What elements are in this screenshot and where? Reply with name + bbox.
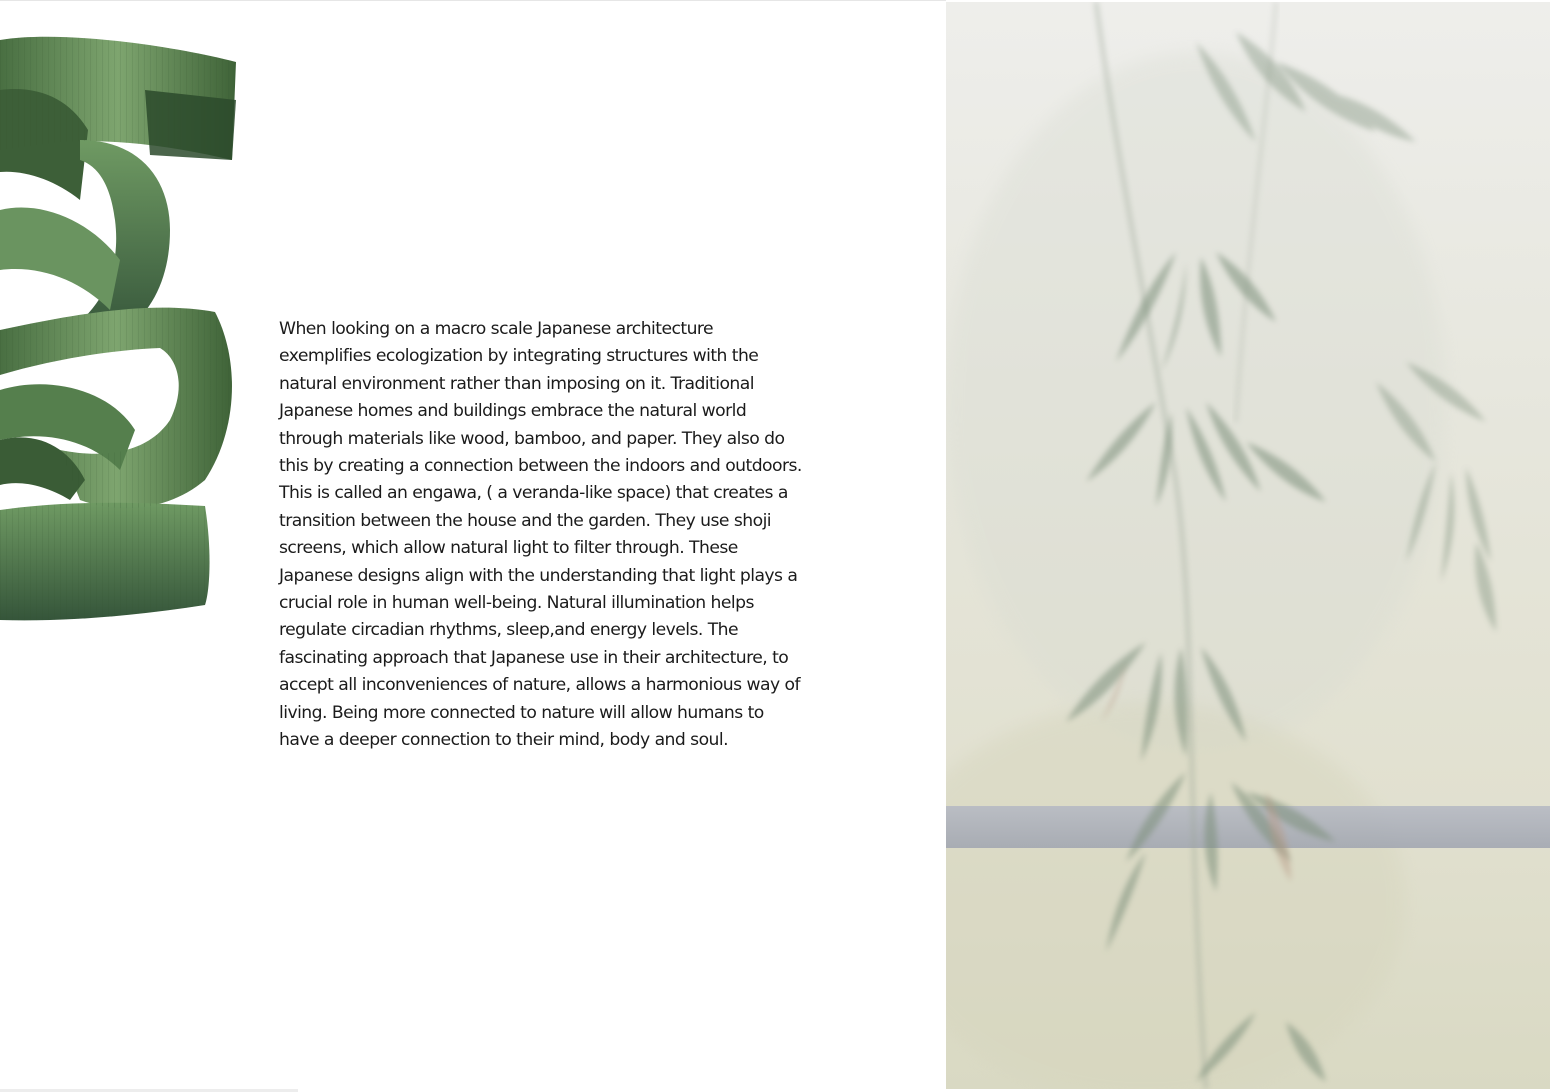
top-divider <box>0 0 946 1</box>
bamboo-leaves-icon <box>946 2 1550 1089</box>
green-brush-stroke-icon <box>0 30 250 630</box>
article-body-text: When looking on a macro scale Japanese architecture exemplifies ecologization by integrating structures with the natural environment rather than imposing on it. Traditional Japanese homes and buildings embrace the natural world through materials like wood, bamboo, and paper. They also do this by creating a connection between the indoors and outdoors. This is called an engawa, ( a veranda-like space) that creates a transition between the house and the garden. They use shoji screens, which allow natural light to filter through. These Japanese designs align with the understanding that light plays a crucial role in human well-being. Natural illumination helps regulate circadian rhythms, sleep,and energy levels. The fascinating approach that Japanese use in their architecture, to accept all inconveniences of nature, allows a harmonious way of living. Being more connected to nature will allow humans to have a deeper connection to their mind, body and soul. <box>279 319 802 751</box>
bamboo-shadow-photo <box>946 2 1550 1089</box>
